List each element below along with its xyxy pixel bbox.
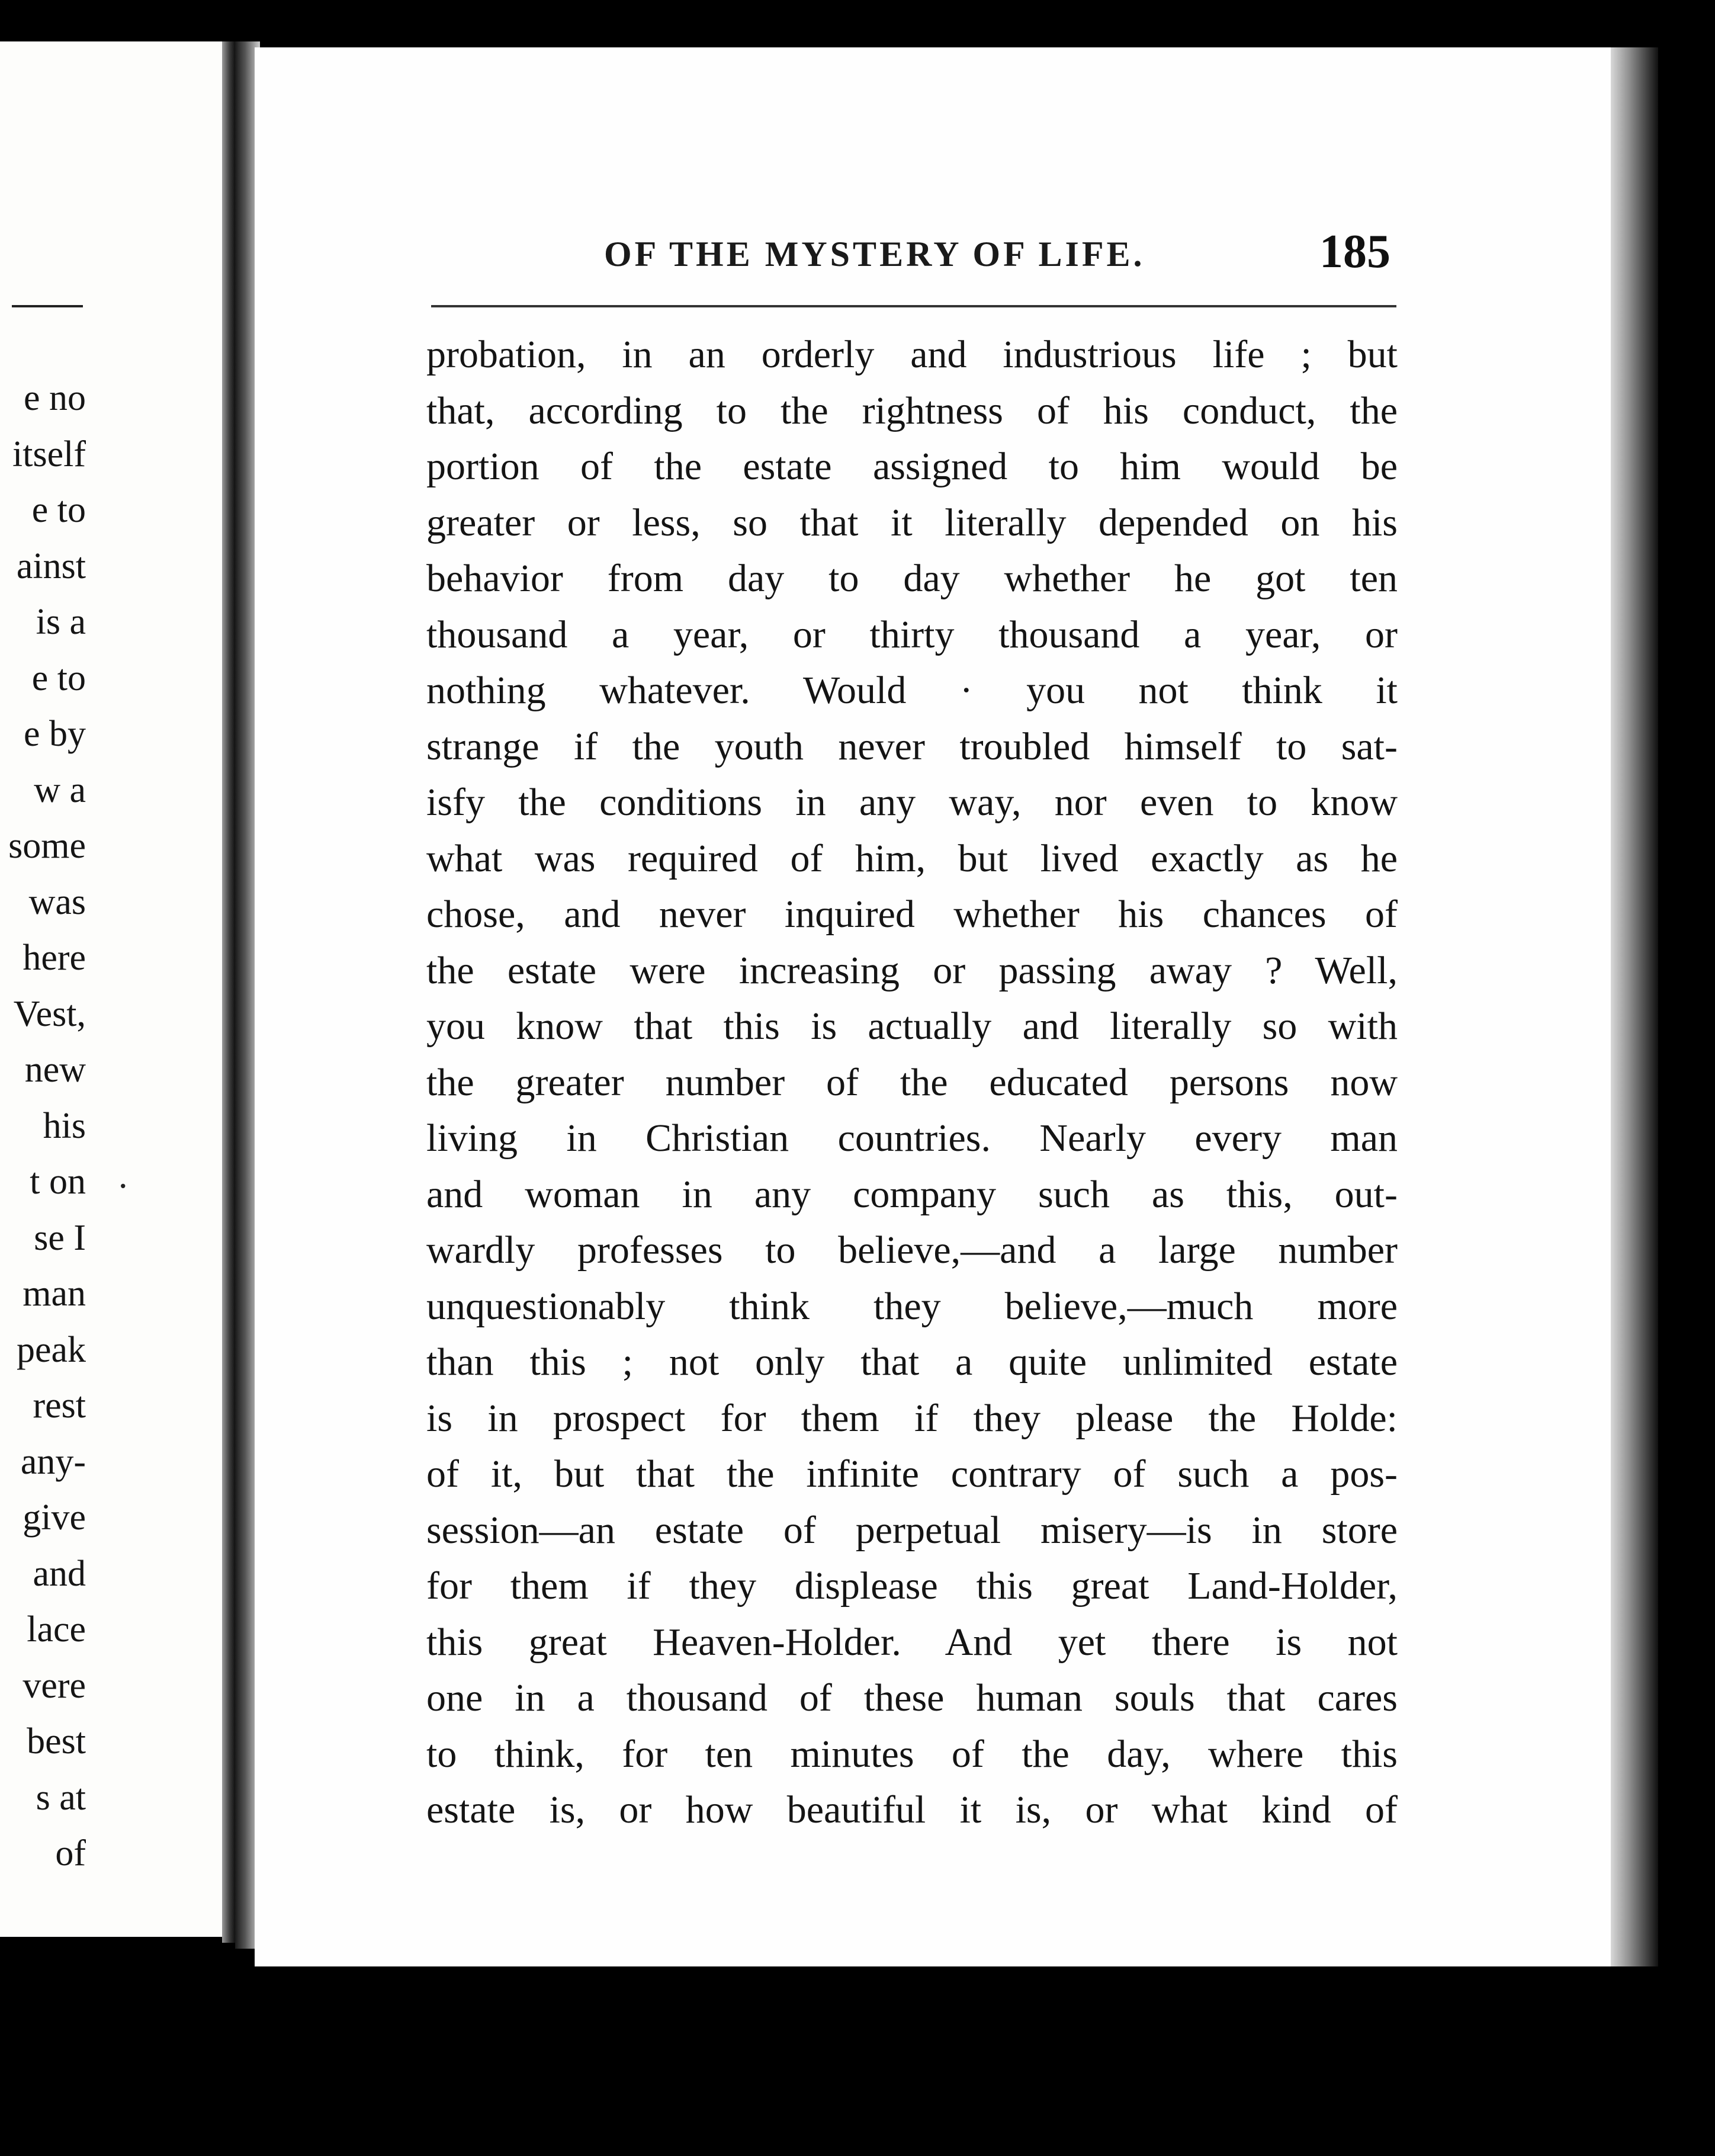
facing-page-line: ainst	[16, 546, 86, 586]
text-line: chose, and never inquired whether his chances of	[426, 893, 1398, 936]
text-line: and woman in any company such as this, out-	[426, 1172, 1398, 1216]
facing-page-line: was	[28, 881, 86, 922]
facing-page-line: e by	[23, 714, 86, 754]
facing-page-line: some	[8, 826, 86, 866]
text-line: the estate were increasing or passing away ? Well,	[426, 948, 1398, 992]
facing-page	[0, 41, 229, 1937]
facing-page-edge	[222, 41, 235, 1943]
facing-page-line: w a	[34, 769, 86, 810]
text-line: for them if they displease this great Land-Holder,	[426, 1564, 1398, 1608]
facing-page-line: se I	[34, 1217, 86, 1258]
facing-page-text	[0, 370, 86, 1882]
facing-page-line: new	[24, 1050, 86, 1090]
text-line: isfy the conditions in any way, nor even to know	[426, 781, 1398, 824]
facing-page-line: his	[43, 1105, 86, 1146]
facing-page-line: t on	[30, 1162, 86, 1202]
text-line: greater or less, so that it literally depended on his	[426, 500, 1398, 544]
facing-page-line: man	[23, 1273, 86, 1314]
facing-page-line: here	[23, 938, 86, 978]
text-line: nothing whatever. Would · you not think it	[426, 669, 1398, 712]
facing-page-rule	[12, 305, 83, 307]
facing-page-line: peak	[16, 1329, 86, 1370]
text-line: is in prospect for them if they please the Holde:	[426, 1396, 1398, 1440]
text-line: behavior from day to day whether he got ten	[426, 557, 1398, 600]
facing-page-line: and	[33, 1553, 86, 1594]
text-line: strange if the youth never troubled himself to sat-	[426, 724, 1398, 768]
text-line: portion of the estate assigned to him would be	[426, 445, 1398, 488]
facing-page-line: lace	[27, 1609, 86, 1650]
facing-page-line: any-	[20, 1441, 86, 1482]
text-line: to think, for ten minutes of the day, where this	[426, 1732, 1398, 1776]
text-line: unquestionably think they believe,—much more	[426, 1284, 1398, 1328]
page-number: 185	[1319, 226, 1390, 278]
facing-page-line: itself	[12, 434, 86, 474]
facing-page-line: best	[27, 1721, 86, 1762]
text-line: probation, in an orderly and industrious life ; but	[426, 333, 1398, 376]
facing-page-line: s at	[36, 1777, 86, 1818]
text-line: living in Christian countries. Nearly every man	[426, 1116, 1398, 1160]
text-line: one in a thousand of these human souls that cares	[426, 1676, 1398, 1719]
facing-page-line: is a	[36, 602, 86, 642]
text-line: of it, but that the infinite contrary of such a pos-	[426, 1452, 1398, 1496]
text-line: than this ; not only that a quite unlimited estate	[426, 1340, 1398, 1384]
facing-page-line: rest	[33, 1385, 86, 1426]
facing-page-line: give	[23, 1497, 86, 1538]
facing-page-line: e no	[23, 378, 86, 418]
text-line: thousand a year, or thirty thousand a year, or	[426, 612, 1398, 656]
text-line: what was required of him, but lived exactly as he	[426, 836, 1398, 880]
facing-page-line: vere	[23, 1665, 86, 1706]
text-line: session—an estate of perpetual misery—is in store	[426, 1508, 1398, 1552]
stray-mark: .	[118, 1156, 128, 1196]
header-rule	[431, 305, 1396, 307]
text-line: estate is, or how beautiful it is, or what kind of	[426, 1788, 1398, 1831]
body-text	[426, 327, 1398, 1839]
text-line: you know that this is actually and literally so with	[426, 1005, 1398, 1048]
running-head: OF THE MYSTERY OF LIFE.	[604, 235, 1145, 274]
text-line: wardly professes to believe,—and a large number	[426, 1228, 1398, 1272]
text-line: that, according to the rightness of his conduct, the	[426, 389, 1398, 432]
facing-page-line: Vest,	[13, 993, 86, 1034]
page-edge	[1611, 47, 1658, 1966]
facing-page-line: e to	[31, 490, 86, 530]
text-line: the greater number of the educated persons now	[426, 1060, 1398, 1104]
text-line: this great Heaven-Holder. And yet there is not	[426, 1620, 1398, 1664]
facing-page-line: of	[55, 1833, 86, 1873]
facing-page-line: e to	[31, 657, 86, 698]
